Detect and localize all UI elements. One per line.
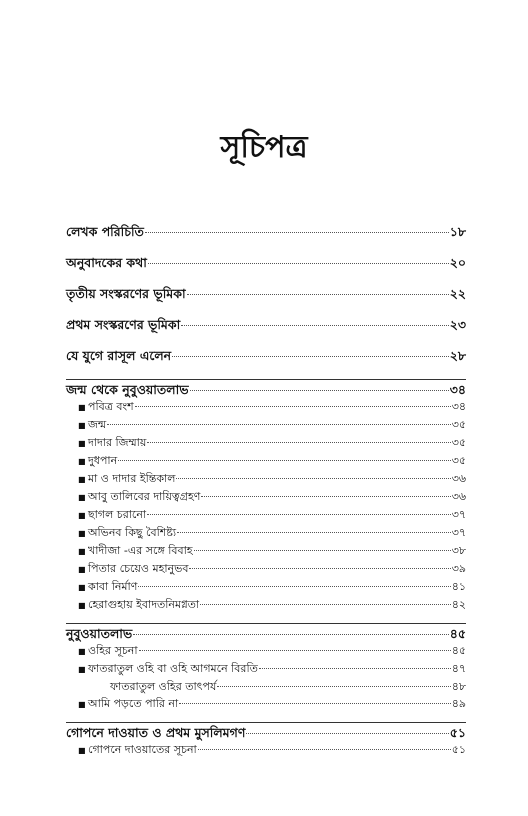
toc-entry-label: আবু তালিবের দায়িত্বগ্রহণ [88, 490, 201, 503]
toc-entry-label: হেরাগুহায় ইবাদতনিমগ্নতা [88, 598, 200, 611]
toc-entry-label: অভিনব কিছু বৈশিষ্ট্য [88, 526, 177, 539]
toc-entry-label: যে যুগে রাসূল এলেন [66, 348, 172, 363]
leader-dots [201, 496, 450, 497]
toc-entry-page: ২২ [449, 286, 466, 301]
toc-entry-page: ৫১ [449, 725, 466, 740]
toc-entry-label: নুবুওয়াতলাভ [66, 626, 133, 641]
leader-dots [181, 325, 448, 326]
leader-dots [148, 263, 449, 264]
toc-entry-page: ৪৫ [449, 626, 466, 641]
leader-dots [145, 232, 449, 233]
bullet-icon: ■ [78, 529, 86, 538]
leader-dots [246, 733, 448, 734]
toc-subentry[interactable] [66, 578, 466, 596]
toc-entry-page: ৩৮ [451, 544, 466, 557]
toc-subentry[interactable] [66, 596, 466, 614]
bullet-icon: ■ [78, 583, 86, 592]
toc-entry-label: ফাতরাতুল ওহি বা ওহি আগমনে বিরতি [88, 662, 258, 675]
leader-dots [200, 604, 451, 605]
toc-entry-label: খাদীজা -এর সঙ্গে বিবাহ [88, 544, 193, 557]
toc-entry-page: ৫১ [451, 743, 466, 756]
table-of-contents [66, 224, 466, 768]
bullet-icon: ■ [78, 647, 86, 656]
toc-subentry[interactable] [66, 695, 466, 713]
toc-entry-page: ২৮ [449, 348, 466, 363]
toc-section-heading[interactable] [66, 626, 466, 642]
toc-entry-label: ফাতরাতুল ওহির তাৎপর্য [110, 680, 217, 693]
leader-dots [198, 749, 451, 750]
bullet-icon: ■ [78, 665, 86, 674]
bullet-icon: ■ [78, 457, 86, 466]
toc-section [66, 722, 466, 759]
bullet-icon: ■ [78, 547, 86, 556]
toc-entry[interactable] [66, 255, 466, 271]
leader-dots [147, 442, 450, 443]
bullet-icon: ■ [78, 403, 86, 412]
toc-entry-page: ২৩ [449, 317, 466, 332]
toc-subsubentry[interactable] [66, 678, 466, 695]
toc-entry-page: ৩৪ [451, 400, 466, 413]
leader-dots [118, 460, 451, 461]
leader-dots [259, 668, 451, 669]
toc-entry-page: ৩৭ [451, 526, 466, 539]
toc-section-heading[interactable] [66, 382, 466, 398]
leader-dots [177, 532, 451, 533]
toc-entry-label: প্রথম সংস্করণের ভূমিকা [66, 317, 181, 332]
toc-entry-page: ৩৫ [451, 436, 466, 449]
bullet-icon: ■ [78, 601, 86, 610]
toc-entry-label: পবিত্র বংশ [88, 400, 134, 413]
toc-entry-page: ৪৮ [451, 680, 466, 693]
toc-subentry[interactable] [66, 741, 466, 759]
toc-entry-label: ছাগল চরানো [88, 508, 147, 521]
toc-entry-label: তৃতীয় সংস্করণের ভূমিকা [66, 286, 186, 301]
bullet-icon: ■ [78, 421, 86, 430]
toc-entry-label: গোপনে দাওয়াত ও প্রথম মুসলিমগণ [66, 725, 246, 740]
toc-subentry[interactable] [66, 506, 466, 524]
toc-entry-label: পিতার চেয়েও মহানুভব [88, 562, 189, 575]
toc-subentry[interactable] [66, 416, 466, 434]
toc-entry-label: দাদার জিম্মায় [88, 436, 147, 449]
toc-entry-label: গোপনে দাওয়াতের সূচনা [88, 743, 197, 756]
toc-entry-page: ১৮ [449, 224, 466, 239]
leader-dots [107, 424, 451, 425]
toc-entry-page: ৩৫ [451, 454, 466, 467]
toc-entry[interactable] [66, 348, 466, 364]
toc-entry-page: ৩৬ [451, 472, 466, 485]
toc-section-heading[interactable] [66, 725, 466, 741]
leader-dots [172, 356, 449, 357]
leader-dots [133, 634, 449, 635]
toc-entry[interactable] [66, 224, 466, 240]
toc-entry-label: আমি পড়তে পারি না [88, 697, 179, 710]
toc-entry-page: ২০ [449, 255, 466, 270]
toc-entry[interactable] [66, 286, 466, 302]
bullet-icon: ■ [78, 475, 86, 484]
toc-subentry[interactable] [66, 660, 466, 678]
toc-entry-label: অনুবাদকের কথা [66, 255, 147, 270]
toc-entry-page: ৪২ [451, 598, 466, 611]
leader-dots [139, 650, 451, 651]
toc-entry-page: ৪৭ [451, 662, 466, 675]
toc-entry-label: জন্ম [88, 418, 107, 431]
toc-subentry[interactable] [66, 542, 466, 560]
toc-entry-label: দুধপান [88, 454, 118, 467]
toc-entry-page: ৩৫ [451, 418, 466, 431]
toc-entry-page: ৪৫ [451, 644, 466, 657]
toc-entry-page: ৩৬ [451, 490, 466, 503]
toc-entry-label: ওহির সূচনা [88, 644, 138, 657]
bullet-icon: ■ [78, 565, 86, 574]
bullet-icon: ■ [78, 493, 86, 502]
leader-dots [147, 514, 451, 515]
toc-entry-page: ৩৭ [451, 508, 466, 521]
leader-dots [194, 550, 451, 551]
toc-entry-label: মা ও দাদার ইন্তিকাল [88, 472, 176, 485]
toc-subentry[interactable] [66, 642, 466, 660]
toc-subentry[interactable] [66, 434, 466, 452]
bullet-icon: ■ [78, 746, 86, 755]
page-title: সূচিপত্র [220, 130, 308, 165]
leader-dots [179, 703, 451, 704]
leader-dots [187, 294, 449, 295]
toc-subentry[interactable] [66, 524, 466, 542]
leader-dots [176, 478, 450, 479]
toc-entry-page: ৩৪ [449, 382, 466, 397]
leader-dots [135, 406, 451, 407]
toc-subentry[interactable] [66, 398, 466, 416]
toc-entry-page: ৪৯ [451, 697, 466, 710]
bullet-icon: ■ [78, 439, 86, 448]
leader-dots [189, 568, 450, 569]
toc-section [66, 623, 466, 713]
toc-entry-label: কাবা নির্মাণ [88, 580, 138, 593]
leader-dots [138, 586, 450, 587]
bullet-icon: ■ [78, 511, 86, 520]
toc-subentry[interactable] [66, 470, 466, 488]
leader-dots [190, 390, 449, 391]
toc-entry-label: জন্ম থেকে নুবুওয়াতলাভ [66, 382, 189, 397]
toc-entry-page: ৪১ [451, 580, 466, 593]
toc-entry-page: ৩৯ [451, 562, 466, 575]
toc-subentry[interactable] [66, 560, 466, 578]
toc-section [66, 379, 466, 614]
toc-entry[interactable] [66, 317, 466, 333]
toc-subentry[interactable] [66, 488, 466, 506]
toc-entry-label: লেখক পরিচিতি [66, 224, 144, 239]
bullet-icon: ■ [78, 700, 86, 709]
leader-dots [217, 686, 450, 687]
toc-subentry[interactable] [66, 452, 466, 470]
